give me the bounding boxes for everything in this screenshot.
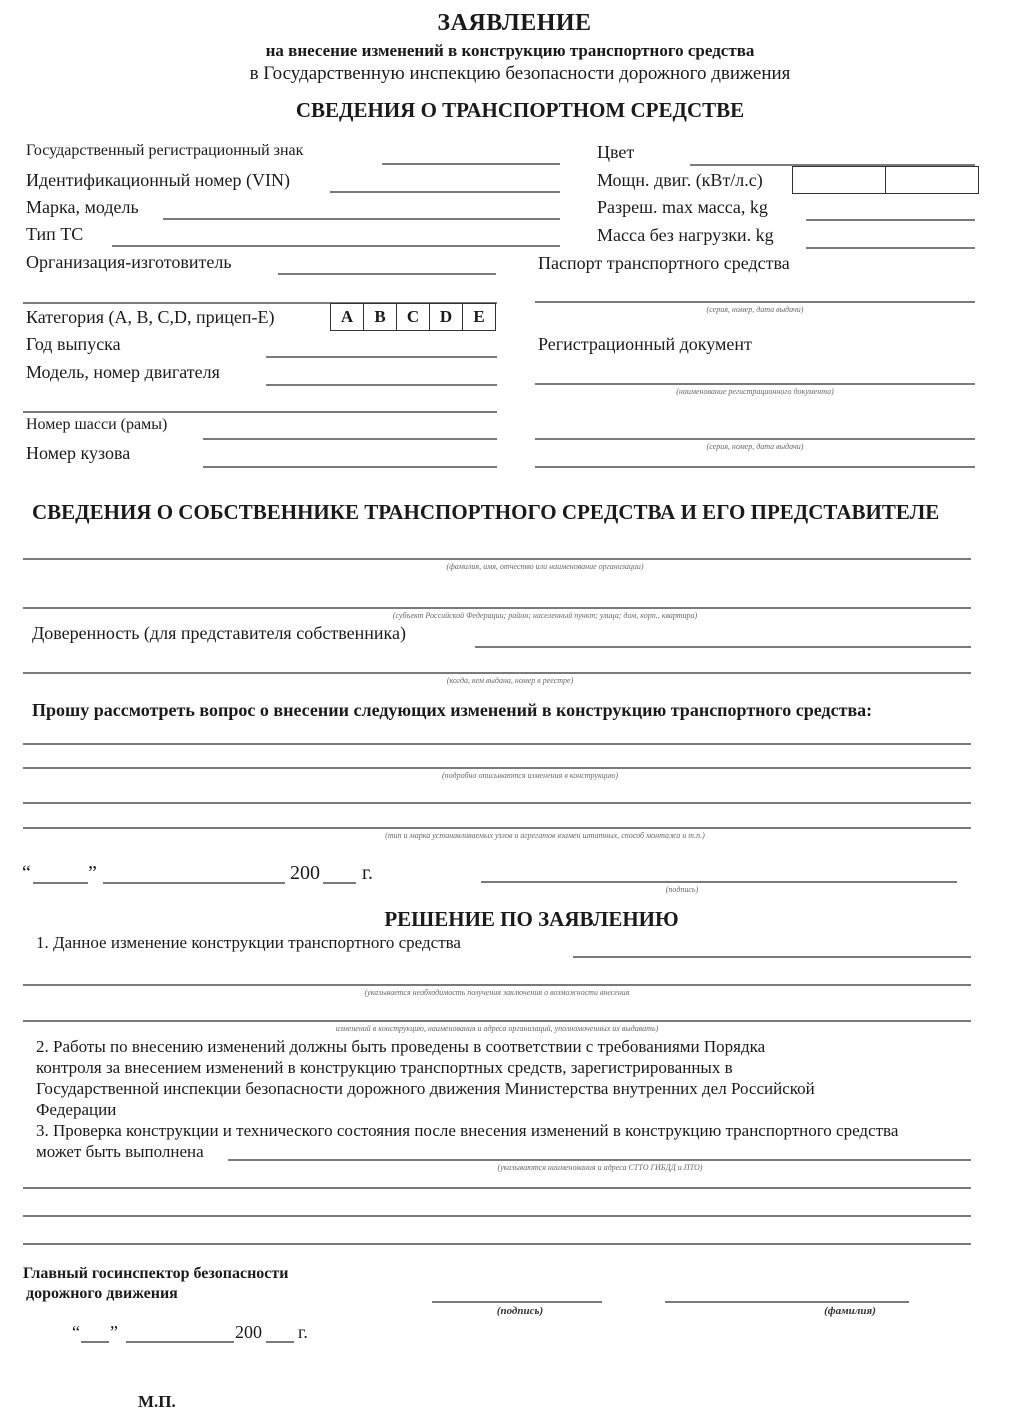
proxy-label: Доверенность (для представителя собственника): [32, 623, 406, 643]
power-field: [792, 166, 979, 194]
power-label: Мощн. двиг. (кВт/л.с): [597, 170, 763, 190]
category-label: Категория (A, B, C,D, прицеп-E): [26, 307, 275, 327]
inspector-title-line2: дорожного движения: [26, 1285, 178, 1302]
request-changes-field-1[interactable]: [23, 743, 971, 745]
inspector-date-close-quote: ”: [110, 1322, 118, 1342]
year-label: Год выпуска: [26, 334, 121, 354]
make-model-label: Марка, модель: [26, 197, 139, 217]
inspector-signature-field[interactable]: [432, 1301, 602, 1303]
section-vehicle-heading: СВЕДЕНИЯ О ТРАНСПОРТНОМ СРЕДСТВЕ: [295, 98, 745, 122]
decision-item2-line4: Федерации: [36, 1100, 117, 1119]
decision-item1-field-2[interactable]: [23, 984, 971, 986]
vehicle-type-label: Тип ТС: [26, 224, 84, 244]
owner-name-field[interactable]: [23, 558, 971, 560]
max-mass-field[interactable]: [806, 219, 975, 221]
passport-label: Паспорт транспортного средства: [538, 253, 790, 273]
inspector-surname-hint: (фамилия): [824, 1305, 876, 1317]
passport-hint: (серия, номер, дата выдачи): [706, 305, 804, 314]
engine-label: Модель, номер двигателя: [26, 362, 220, 382]
reg-plate-label: Государственный регистрационный знак: [26, 142, 304, 159]
inspector-year-suffix: г.: [298, 1322, 308, 1342]
reg-doc-label: Регистрационный документ: [538, 334, 752, 354]
reg-plate-field[interactable]: [382, 163, 560, 165]
reg-doc-number-hint: (серия, номер, дата выдачи): [706, 442, 804, 451]
request-date-day-field[interactable]: [33, 882, 88, 884]
owner-name-hint: (фамилия, имя, отчество или наименование организации): [446, 562, 644, 571]
inspector-year-prefix: 200: [235, 1322, 262, 1342]
inspector-title-line1: Главный госинспектор безопасности: [23, 1265, 289, 1282]
request-details-field-1[interactable]: [23, 802, 971, 804]
year-field[interactable]: [266, 356, 497, 358]
empty-mass-field[interactable]: [806, 247, 975, 249]
power-kw-field[interactable]: [793, 167, 886, 193]
body-field[interactable]: [203, 466, 497, 468]
decision-extra-field-3[interactable]: [23, 1243, 971, 1245]
decision-extra-field-2[interactable]: [23, 1215, 971, 1217]
request-details-field-2[interactable]: [23, 827, 971, 829]
decision-item2-line1: 2. Работы по внесению изменений должны быть проведены в соответствии с требованиями Порядка: [36, 1037, 766, 1056]
make-model-field[interactable]: [163, 218, 560, 220]
request-details-hint: (тип и марка устанавливаемых узлов и агрегатов взамен штатных, способ монтажа и т.п.): [385, 831, 705, 840]
decision-item3-hint: (указываются наименования и адреса СТТО ГИБДД и ПТО): [497, 1163, 703, 1172]
category-option-d[interactable]: D: [430, 304, 463, 330]
decision-item2-line3: Государственной инспекции безопасности дорожного движения Министерства внутренних дел Российской: [36, 1079, 815, 1098]
request-date-close-quote: ”: [88, 862, 97, 884]
request-date-month-field[interactable]: [103, 882, 285, 884]
owner-address-hint: (субъект Российской Федерации; район; населенный пункт; улица; дом, корп., квартира): [392, 611, 698, 620]
engine-field-line2[interactable]: [23, 411, 497, 413]
body-label: Номер кузова: [26, 443, 131, 463]
category-selector: [330, 303, 496, 331]
manufacturer-label: Организация-изготовитель: [26, 252, 232, 272]
reg-doc-extra-field[interactable]: [535, 466, 975, 468]
inspector-date-month-field[interactable]: [126, 1341, 234, 1343]
decision-item1-field-3[interactable]: [23, 1020, 971, 1022]
inspector-year-field[interactable]: [266, 1341, 294, 1343]
vin-field[interactable]: [330, 191, 560, 193]
decision-extra-field-1[interactable]: [23, 1187, 971, 1189]
vehicle-type-field[interactable]: [112, 245, 560, 247]
passport-field[interactable]: [535, 301, 975, 303]
section-owner-heading: СВЕДЕНИЯ О СОБСТВЕННИКЕ ТРАНСПОРТНОГО СРЕДСТВА И ЕГО ПРЕДСТАВИТЕЛЕ: [32, 500, 940, 524]
engine-field[interactable]: [266, 384, 497, 386]
category-option-a[interactable]: A: [331, 304, 364, 330]
request-signature-field[interactable]: [481, 881, 957, 883]
chassis-label: Номер шасси (рамы): [26, 416, 168, 433]
power-hp-field[interactable]: [886, 167, 978, 193]
chassis-field[interactable]: [203, 438, 497, 440]
document-title: ЗАЯВЛЕНИЕ: [437, 10, 592, 36]
request-year-suffix: г.: [362, 862, 373, 884]
proxy-field-line2[interactable]: [23, 672, 971, 674]
decision-item3-line1: 3. Проверка конструкции и технического состояния после внесения изменений в конструкцию транспортного средства: [36, 1121, 899, 1140]
owner-address-field[interactable]: [23, 607, 971, 609]
empty-mass-label: Масса без нагрузки. kg: [597, 225, 774, 245]
reg-doc-field[interactable]: [535, 383, 975, 385]
section-decision-heading: РЕШЕНИЕ ПО ЗАЯВЛЕНИЮ: [384, 907, 679, 931]
reg-doc-hint: (наименование регистрационного документа): [676, 387, 834, 396]
decision-item3-line2: может быть выполнена: [36, 1142, 204, 1161]
decision-item3-field[interactable]: [228, 1159, 971, 1161]
request-date-open-quote: “: [22, 862, 31, 884]
decision-item2-line2: контроля за внесением изменений в конструкцию транспортных средств, зарегистрированных в: [36, 1058, 733, 1077]
request-year-field[interactable]: [323, 882, 356, 884]
stamp-placeholder: М.П.: [138, 1392, 176, 1411]
inspector-surname-field[interactable]: [665, 1301, 909, 1303]
decision-item1-field[interactable]: [573, 956, 971, 958]
category-option-e[interactable]: E: [473, 307, 485, 326]
category-option-b[interactable]: B: [364, 304, 397, 330]
decision-item1-text: 1. Данное изменение конструкции транспортного средства: [36, 933, 461, 952]
vin-label: Идентификационный номер (VIN): [26, 170, 290, 190]
request-changes-field-2[interactable]: [23, 767, 971, 769]
document-subtitle: на внесение изменений в конструкцию транспортного средства: [265, 41, 755, 60]
request-changes-hint: (подробно описываются изменения в конструкцию): [441, 771, 619, 780]
color-label: Цвет: [597, 142, 635, 162]
manufacturer-field[interactable]: [278, 273, 496, 275]
category-option-c[interactable]: C: [397, 304, 430, 330]
proxy-hint: (когда, кем выдана, номер в реестре): [446, 676, 574, 685]
inspector-date-open-quote: “: [72, 1322, 80, 1342]
request-text: Прошу рассмотреть вопрос о внесении следующих изменений в конструкцию транспортного средства:: [32, 700, 873, 720]
inspector-date-day-field[interactable]: [81, 1341, 109, 1343]
reg-doc-number-field[interactable]: [535, 438, 975, 440]
request-year-prefix: 200: [290, 862, 320, 884]
request-signature-hint: (подпись): [665, 885, 699, 894]
decision-item1-hint2: изменений в конструкцию, наименования и адреса организаций, уполномоченных их выдавать): [335, 1024, 659, 1033]
proxy-field[interactable]: [475, 646, 971, 648]
decision-item1-hint: (указывается необходимость получения заключения о возможности внесения: [364, 988, 630, 997]
max-mass-label: Разреш. max масса, kg: [597, 197, 768, 217]
inspector-signature-hint: (подпись): [496, 1305, 544, 1317]
document-addressee: в Государственную инспекцию безопасности дорожного движения: [249, 63, 791, 84]
